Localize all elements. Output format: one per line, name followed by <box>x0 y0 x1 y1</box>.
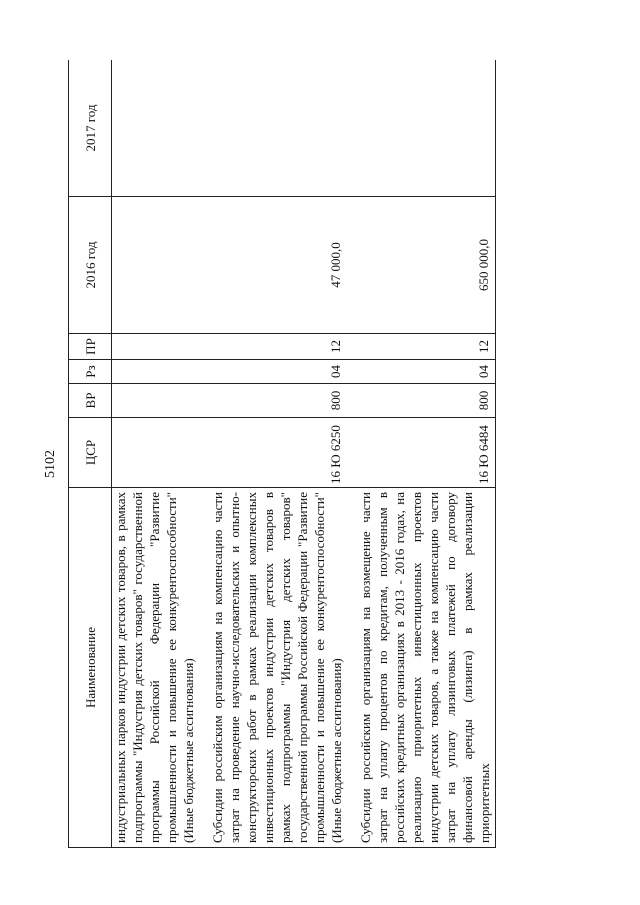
row-rz: 04 <box>209 360 347 384</box>
table-header-row <box>69 60 112 848</box>
budget-table <box>68 60 496 848</box>
header-vr: ВР <box>69 384 112 418</box>
header-name: Наименование <box>69 488 112 848</box>
row-pr <box>112 334 200 360</box>
row-2016: 47 000,0 <box>209 197 347 334</box>
row-rz <box>112 360 200 384</box>
header-csr: ЦСР <box>69 418 112 488</box>
header-2016: 2016 год <box>69 197 112 334</box>
row-pr: 12 <box>357 334 496 360</box>
row-name: Субсидии российским организациям на возмещение части затрат на уплату процентов по кредитам, полученным в российских кредитных организациях в 2013 - 2016 годах, на реализацию приоритетных инвестиционных проектов индустрии детских товаров, а также на компенсацию части затрат на уплату лизинговых платежей по договору финансовой аренды (лизинга) в рамках реализации приоритетных <box>357 488 496 848</box>
table-stage <box>68 60 602 848</box>
header-rz: Рз <box>69 360 112 384</box>
row-name: индустриальных парков индустрии детских товаров, в рамках подпрограммы "Индустрия детских товаров" государственной программы Российской Федерации "Развитие промышленности и повышение ее конкурентоспособности" (Иные бюджетные ассигнования) <box>112 488 200 848</box>
rotated-table-container <box>68 60 602 848</box>
row-vr: 800 <box>209 384 347 418</box>
row-pr: 12 <box>209 334 347 360</box>
header-pr: ПР <box>69 334 112 360</box>
row-name: Субсидии российским организациям на компенсацию части затрат на проведение научно-исследовательских и опытно-конструкторских работ в рамках реализации комплексных инвестиционных проектов индустрии детских товаров в рамках подпрограммы "Индустрия детских товаров" государственной программы Российской Федерации "Развитие промышленности и повышение ее конкурентоспособности" (Иные бюджетные ассигнования) <box>209 488 347 848</box>
row-rz: 04 <box>357 360 496 384</box>
row-gap <box>199 60 209 848</box>
row-vr <box>112 384 200 418</box>
row-csr: 16 Ю 6484 <box>357 418 496 488</box>
row-2017 <box>209 60 347 197</box>
row-gap <box>347 60 357 848</box>
row-2017 <box>112 60 200 197</box>
row-csr <box>112 418 200 488</box>
row-2016: 650 000,0 <box>357 197 496 334</box>
header-2017: 2017 год <box>69 60 112 197</box>
page-number: 5102 <box>43 450 58 478</box>
row-vr: 800 <box>357 384 496 418</box>
row-2017 <box>357 60 496 197</box>
row-2016 <box>112 197 200 334</box>
table-row <box>112 60 200 848</box>
row-csr: 16 Ю 6250 <box>209 418 347 488</box>
table-row <box>209 60 347 848</box>
table-row <box>357 60 496 848</box>
